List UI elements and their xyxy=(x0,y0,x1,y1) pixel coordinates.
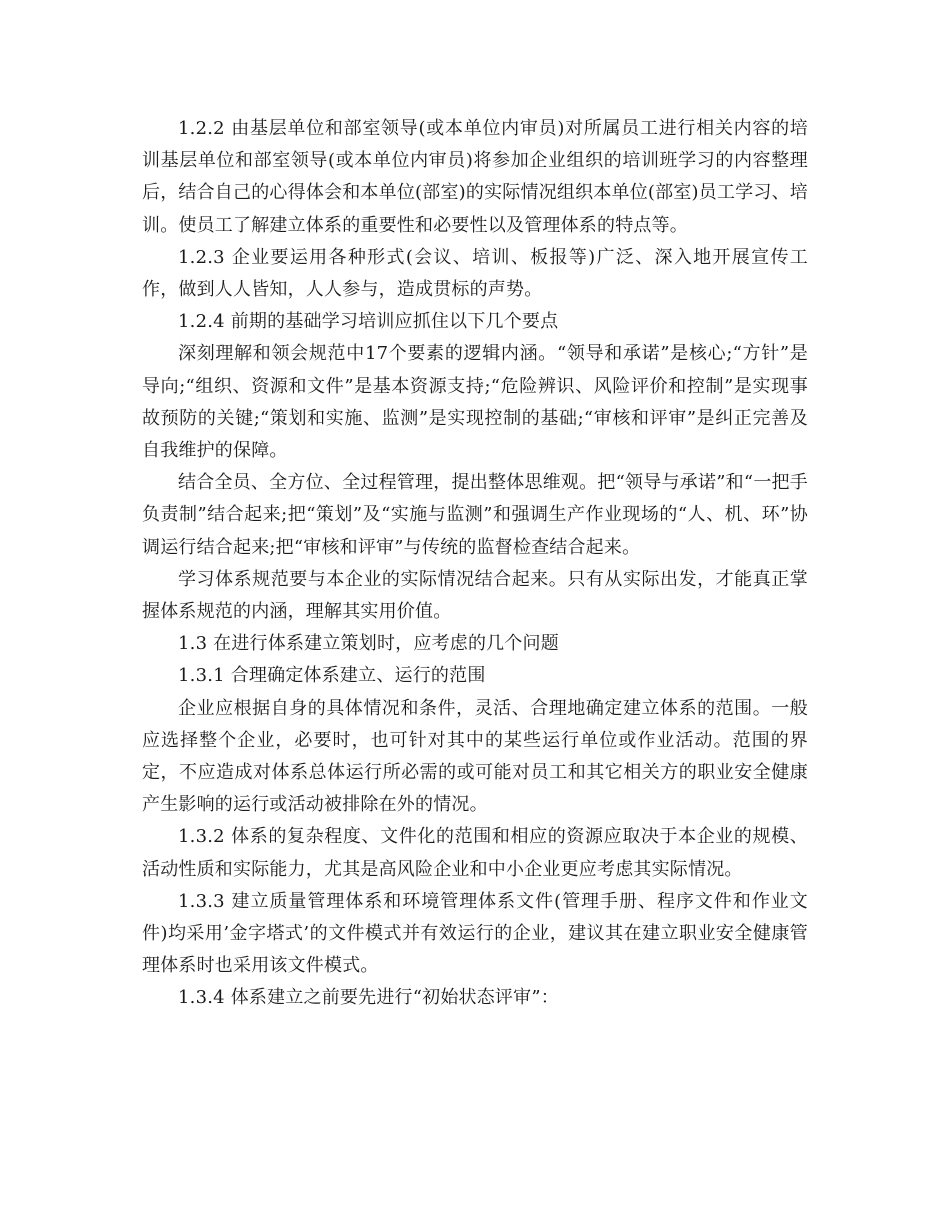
paragraph-combine-practice: 学习体系规范要与本企业的实际情况结合起来。只有从实际出发，才能真正掌握体系规范的内涵，理解其实用价值。 xyxy=(142,568,808,623)
paragraph-17-elements: 深刻理解和领会规范中17个要素的逻辑内涵。“领导和承诺”是核心;“方针”是导向;“组织、资源和文件”是基本资源支持;“危险辨识、风险评价和控制”是实现事故预防的关键;“策划和实施、监测”是实现控制的基础;“审核和评审”是纠正完善及自我维护的保障。 xyxy=(142,343,808,462)
paragraph-scope: 企业应根据自身的具体情况和条件，灵活、合理地确定建立体系的范围。一般应选择整个企业，必要时，也可针对其中的某些运行单位或作业活动。范围的界定，不应造成对体系总体运行所必需的或可能对员工和其它相关方的职业安全健康产生影响的运行或活动被排除在外的情况。 xyxy=(142,697,808,816)
paragraph-holistic-management: 结合全员、全方位、全过程管理，提出整体思维观。把“领导与承诺”和“一把手负责制”结合起来;把“策划”及“实施与监测”和强调生产作业现场的“人、机、环”协调运行结合起来;把“审核和评审”与传统的监督检查结合起来。 xyxy=(142,472,808,558)
paragraph-1-3-4: 1.3.4 体系建立之前要先进行“初始状态评审”： xyxy=(178,987,559,1009)
paragraph-1-3-3: 1.3.3 建立质量管理体系和环境管理体系文件(管理手册、程序文件和作业文件)均采用’金字塔式’的文件模式并有效运行的企业，建议其在建立职业安全健康管理体系时也采用该文件模式。 xyxy=(142,890,808,977)
paragraph-1-3-2: 1.3.2 体系的复杂程度、文件化的范围和相应的资源应取决于本企业的规模、活动性质和实际能力，尤其是高风险企业和中小企业更应考虑其实际情况。 xyxy=(142,826,808,880)
paragraph-1-2-2: 1.2.2 由基层单位和部室领导(或本单位内审员)对所属员工进行相关内容的培训基层单位和部室领导(或本单位内审员)将参加企业组织的培训班学习的内容整理后，结合自己的心得体会和本单位(部室)的实际情况组织本单位(部室)员工学习、培训。使员工了解建立体系的重要性和必要性以及管理体系的特点等。 xyxy=(142,118,808,236)
paragraph-1-2-3: 1.2.3 企业要运用各种形式(会议、培训、板报等)广泛、深入地开展宣传工作，做到人人皆知，人人参与，造成贯标的声势。 xyxy=(142,246,808,301)
heading-1-2-4: 1.2.4 前期的基础学习培训应抓住以下几个要点 xyxy=(178,311,559,333)
heading-1-3: 1.3 在进行体系建立策划时，应考虑的几个问题 xyxy=(178,633,559,655)
document-body xyxy=(142,113,808,1015)
heading-1-3-1: 1.3.1 合理确定体系建立、运行的范围 xyxy=(178,665,486,687)
